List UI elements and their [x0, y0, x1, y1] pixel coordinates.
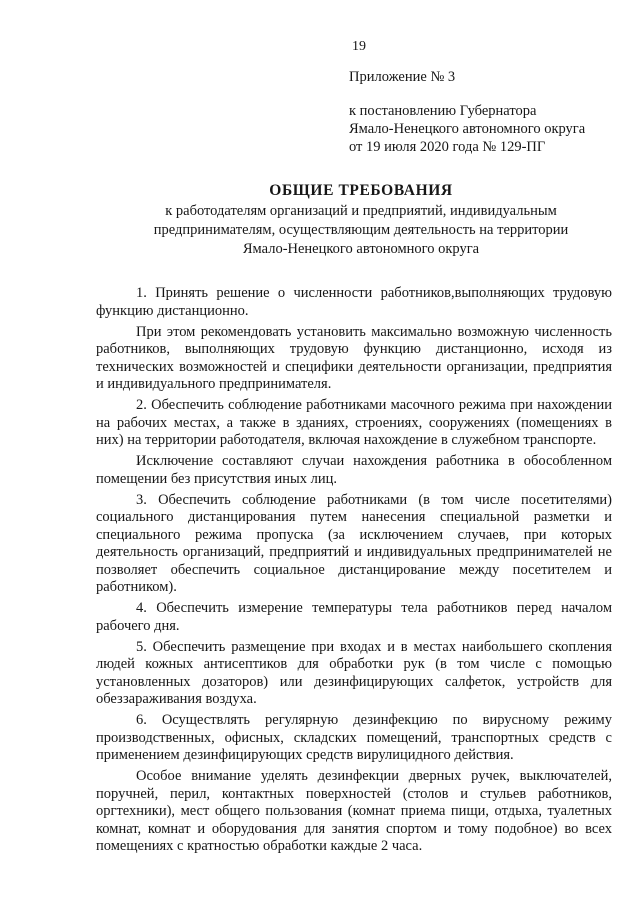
paragraph: 2. Обеспечить соблюдение работниками масочного режима при нахождении на рабочих местах, а также в зданиях, строениях, сооружениях (помещениях в них) на территории работодателя, включая нахождение в служебном транспорте.: [96, 397, 612, 448]
paragraph: Исключение составляют случаи нахождения работника в обособленном помещении без присутствия иных лиц.: [96, 453, 612, 487]
page-number: 19: [352, 39, 366, 54]
paragraph: 5. Обеспечить размещение при входах и в местах наибольшего скопления людей кожных антисептиков для обработки рук (в том числе с помощью установленных дозаторов) или дезинфицирующих салфеток, устройств для обеззараживания воздуха.: [96, 638, 612, 707]
paragraph: 4. Обеспечить измерение температуры тела работников перед началом рабочего дня.: [96, 600, 612, 634]
document-subtitle-line: предпринимателям, осуществляющим деятельность на территории: [153, 222, 569, 238]
paragraph: Особое внимание уделять дезинфекции дверных ручек, выключателей, поручней, перил, контактных поверхностей (столов и стульев работников, оргтехники), мест общего пользования (комнат приема пищи, отдыха, туалетных комнат, комнат и оборудования для занятия спортом и тому подобное) во всех помещениях с кратностью обработки каждые 2 часа.: [96, 768, 612, 854]
document-title: ОБЩИЕ ТРЕБОВАНИЯ: [269, 182, 453, 199]
appendix-block: [349, 68, 629, 156]
requirements-body: [96, 285, 612, 859]
document-subtitle-line: Ямало-Ненецкого автономного округа: [242, 241, 480, 257]
paragraph: При этом рекомендовать установить максимально возможную численность работников, выполняющих трудовую функцию дистанционно, исходя из технических возможностей и специфики деятельности организации, предприятия и индивидуального предпринимателя.: [96, 323, 612, 392]
document-heading: [96, 180, 626, 259]
appendix-title: Приложение № 3: [349, 69, 456, 85]
paragraph: 3. Обеспечить соблюдение работниками (в том числе посетителями) социального дистанцирования путем нанесения специальной разметки и специального режима пропуска (за исключением случаев, при которых деятельность организаций, предприятий и индивидуальных предпринимателей не позволяет обеспечить социальное дистанцирование между посетителем и работником).: [96, 491, 612, 595]
document-subtitle-line: к работодателям организаций и предприятий, индивидуальным: [165, 203, 557, 219]
appendix-line: Ямало-Ненецкого автономного округа: [349, 121, 586, 137]
paragraph: 1. Принять решение о численности работников,выполняющих трудовую функцию дистанционно.: [96, 285, 612, 319]
appendix-line: к постановлению Губернатора: [349, 103, 537, 119]
paragraph: 6. Осуществлять регулярную дезинфекцию по вирусному режиму производственных, офисных, складских помещений, транспортных средств с применением дезинфицирующих средств вирулицидного действия.: [96, 712, 612, 763]
appendix-line: от 19 июля 2020 года № 129-ПГ: [349, 139, 546, 155]
